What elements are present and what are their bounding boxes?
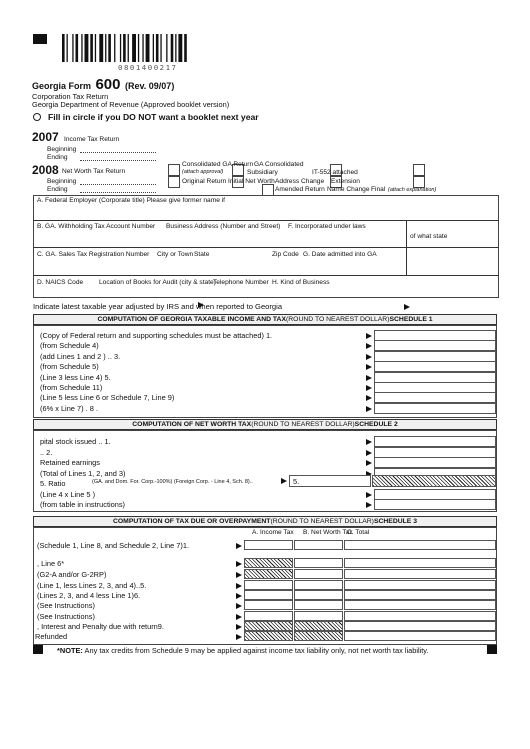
barcode-bar <box>178 34 182 62</box>
barcode-bar <box>156 34 159 62</box>
schedule1-line-label: (Line 5 less Line 6 or Schedule 7, Line 9) <box>40 393 175 402</box>
schedule1-line-label: (from Schedule 5) <box>40 362 99 371</box>
schedule2-arrow-icon <box>366 492 372 498</box>
schedule2-line-label: .. 2. <box>40 448 53 457</box>
schedule3-arrow-icon <box>236 603 242 609</box>
schedule1-arrow-icon <box>366 385 372 391</box>
date-admitted-label: G. Date admitted into GA <box>303 251 377 258</box>
registration-mark-top-left <box>33 34 47 44</box>
schedule1-arrow-icon <box>366 395 372 401</box>
barcode-bar <box>108 34 111 62</box>
schedule3-amount-field[interactable] <box>244 540 293 550</box>
amended-label: Amended Return <box>275 186 325 193</box>
year1: 2007 <box>32 130 59 144</box>
barcode-bar <box>138 34 139 62</box>
schedule3-line-label: Refunded <box>35 632 68 641</box>
consolidated-label: Consolidated GA Return <box>182 161 254 168</box>
extension-checkbox[interactable] <box>413 164 425 176</box>
schedule3-hatched-cell <box>244 621 293 631</box>
state-label: State <box>194 251 210 258</box>
incorporated-state-label: of what state <box>410 233 448 240</box>
col-a-header: A. Income Tax <box>252 529 294 536</box>
year1-ending-field[interactable] <box>80 160 156 161</box>
schedule3-line-label: (Line 1, less Lines 2, 3, and 4)..5. <box>37 581 147 590</box>
schedule1-line-label: (6% x Line 7) . 8 . <box>40 404 98 413</box>
original-checkbox[interactable] <box>168 176 180 188</box>
extension-label: Extension <box>331 178 360 185</box>
schedule3-amount-field[interactable] <box>344 600 496 610</box>
schedule1-arrow-icon <box>366 343 372 349</box>
schedule3-amount-field[interactable] <box>294 580 343 590</box>
schedule3-amount-field[interactable] <box>344 540 496 550</box>
schedule1-arrow-icon <box>366 333 372 339</box>
ga-withholding-label: B. GA. Withholding Tax Account Number <box>37 223 156 230</box>
schedule1-arrow-icon <box>366 354 372 360</box>
schedule3-arrow-icon <box>236 561 242 567</box>
barcode-bar <box>123 34 126 62</box>
barcode-bar <box>146 34 150 62</box>
schedule3-arrow-icon <box>236 614 242 620</box>
schedule1-arrow-icon <box>366 364 372 370</box>
schedule1-line-label: (from Schedule 4) <box>40 341 99 350</box>
schedule2-header: COMPUTATION OF NET WORTH TAX(ROUND TO NEAREST DOLLAR)SCHEDULE 2 <box>33 419 497 430</box>
schedule3-amount-field[interactable] <box>344 569 496 579</box>
year2: 2008 <box>32 163 59 177</box>
year1-beginning-field[interactable] <box>80 152 156 153</box>
form-revision: (Rev. 09/07) <box>124 81 175 91</box>
year1-beginning-label: Beginning <box>47 146 77 153</box>
initial-net-worth-label: Initial Net Worth <box>228 178 275 185</box>
sales-tax-label: C. GA. Sales Tax Registration Number <box>37 251 150 258</box>
schedule2-arrow-icon <box>366 450 372 456</box>
schedule1-arrow-icon <box>366 406 372 412</box>
schedule2-line-label: pital stock issued .. 1. <box>40 437 111 446</box>
barcode-bar <box>132 34 136 62</box>
schedule1-amount-field[interactable] <box>374 361 496 372</box>
schedule3-amount-field[interactable] <box>344 611 496 621</box>
schedule2-line-label: (from table in instructions) <box>40 500 126 509</box>
incorporated-label: F. Incorporated under laws <box>288 223 366 230</box>
schedule2-line-label: Retained earnings <box>40 458 100 467</box>
form-number: 600 <box>95 76 121 93</box>
schedule3-line-label: (Lines 2, 3, and 4 less Line 1)6. <box>37 591 141 600</box>
schedule3-amount-field[interactable] <box>244 600 293 610</box>
schedule3-line-label: (See Instructions) <box>37 612 95 621</box>
schedule1-line-label: (add Lines 1 and 2 ) .. 3. <box>40 352 121 361</box>
barcode-bar <box>153 34 154 62</box>
city-label: City or Town <box>157 251 194 258</box>
original-label: Original Return <box>182 178 227 185</box>
naics-label: D. NAICS Code <box>37 279 84 286</box>
header-line2: Georgia Department of Revenue (Approved booklet version) <box>32 100 230 109</box>
schedule3-amount-field[interactable] <box>294 590 343 600</box>
year2-ending-label: Ending <box>47 186 68 193</box>
header-line1: Corporation Tax Return <box>32 92 109 101</box>
ga-consolidated-label: GA Consolidated <box>254 161 304 168</box>
schedule3-arrow-icon <box>236 593 242 599</box>
schedule3-amount-field[interactable] <box>344 558 496 568</box>
schedule2-line-label: (Total of Lines 1, 2, and 3) <box>40 469 126 478</box>
barcode-bar <box>67 34 68 62</box>
schedule2-arrow-icon <box>366 460 372 466</box>
footer-note: *NOTE: Any tax credits from Schedule 9 may be applied against income tax liability only, not net worth tax liability. <box>57 646 429 655</box>
schedule3-arrow-icon <box>236 624 242 630</box>
booklet-notice: Fill in circle if you DO NOT want a booklet next year <box>48 112 259 122</box>
schedule2-line-label: 5. Ratio <box>40 479 66 488</box>
barcode-bar <box>128 34 129 62</box>
schedule3-line-label: (Schedule 1, Line 8, and Schedule 2, Line 7)1. <box>37 541 190 550</box>
schedule2-arrow-icon <box>366 439 372 445</box>
barcode-bar <box>114 34 115 62</box>
attach-approval-label: (attach approval) <box>182 169 224 175</box>
year1-ending-label: Ending <box>47 154 68 161</box>
year2-ending-field[interactable] <box>80 192 156 193</box>
schedule3-arrow-icon <box>236 583 242 589</box>
federal-employer-field[interactable] <box>34 206 498 219</box>
barcode-bar <box>72 34 73 62</box>
schedule3-amount-field[interactable] <box>244 590 293 600</box>
barcode-bar <box>171 34 174 62</box>
barcode-bar <box>85 34 89 62</box>
barcode-bar <box>105 34 106 62</box>
schedule1-line-label: (Line 3 less Line 4) 5. <box>40 373 111 382</box>
schedule3-amount-field[interactable] <box>244 580 293 590</box>
schedule3-arrow-icon <box>236 572 242 578</box>
final-label: Final <box>371 186 386 193</box>
name-change-label: Name Change <box>327 186 370 193</box>
barcode-bar <box>95 34 96 62</box>
registration-mark-bottom-left <box>33 644 43 654</box>
schedule3-amount-field[interactable] <box>344 580 496 590</box>
year1-label: Income Tax Return <box>64 136 120 143</box>
barcode-bar <box>160 34 161 62</box>
ratio-field[interactable]: 5. <box>289 475 371 487</box>
ratio-arrow-icon <box>281 478 287 484</box>
schedule3-amount-field[interactable] <box>344 631 496 641</box>
barcode-bar <box>184 34 187 62</box>
barcode-bar <box>76 34 79 62</box>
barcode-image <box>62 34 237 64</box>
books-location-label: Location of Books for Audit (city & state) <box>99 279 216 286</box>
year2-label: Net Worth Tax Return <box>62 168 126 175</box>
col-b-header: B. Net Worth Tax <box>303 529 353 536</box>
schedule3-amount-field[interactable] <box>294 600 343 610</box>
schedule3-header: COMPUTATION OF TAX DUE OR OVERPAYMENT(ROUND TO NEAREST DOLLAR)SCHEDULE 3 <box>33 516 497 527</box>
barcode-bar <box>142 34 143 62</box>
schedule2-line-label: (Line 4 x Line 5 ) <box>40 490 96 499</box>
schedule3-hatched-cell <box>294 631 343 641</box>
barcode-bar <box>99 34 103 62</box>
schedule2-arrow-icon <box>366 502 372 508</box>
business-address-label: Business Address (Number and Street) <box>166 223 281 230</box>
schedule3-amount-field[interactable] <box>294 540 343 550</box>
barcode-bar <box>90 34 93 62</box>
address-change-label: Address Change <box>275 178 325 185</box>
barcode-bar <box>62 34 65 62</box>
schedule3-line-label: (G2-A and/or G-2RP) <box>37 570 107 579</box>
consolidated-checkbox[interactable] <box>168 164 180 176</box>
schedule1-arrow-icon <box>366 375 372 381</box>
irs-arrow-right-icon <box>404 304 410 310</box>
barcode-bar <box>81 34 82 62</box>
schedule3-amount-field[interactable] <box>294 569 343 579</box>
barcode-bar <box>120 34 121 62</box>
attach-explanation-label: (attach explanation) <box>388 187 437 193</box>
barcode-number: 0801400217 <box>118 63 178 72</box>
schedule1-line-label: (Copy of Federal return and supporting schedules must be attached) 1. <box>40 331 273 340</box>
subsidiary-label: Subsidiary <box>247 169 278 176</box>
ratio-hatched-area <box>372 475 496 487</box>
schedule3-line-label: , Interest and Penalty due with return9. <box>37 622 164 631</box>
telephone-label: Telephone Number <box>213 279 269 286</box>
it552-label: IT-552 attached <box>312 169 358 176</box>
schedule1-amount-field[interactable] <box>374 392 496 403</box>
schedule3-hatched-cell <box>244 569 293 579</box>
barcode-bar <box>166 34 167 62</box>
irs-adjustment-text: Indicate latest taxable year adjusted by IRS and when reported to Georgia <box>33 302 283 311</box>
booklet-circle[interactable] <box>33 113 41 121</box>
schedule2-amount-field[interactable] <box>374 499 496 510</box>
schedule3-line-label: , Line 6* <box>37 559 65 568</box>
schedule1-header: COMPUTATION OF GEORGIA TAXABLE INCOME AND TAX(ROUND TO NEAREST DOLLAR)SCHEDULE 1 <box>33 314 497 325</box>
schedule3-arrow-icon <box>236 543 242 549</box>
barcode-bar <box>175 34 176 62</box>
col-c-header: C. Total <box>347 529 370 536</box>
schedule3-arrow-icon <box>236 634 242 640</box>
year2-beginning-field[interactable] <box>80 184 156 185</box>
zip-label: Zip Code <box>272 251 299 258</box>
schedule1-amount-field[interactable] <box>374 340 496 351</box>
schedule2-amount-field[interactable] <box>374 457 496 468</box>
schedule3-hatched-cell <box>244 631 293 641</box>
registration-mark-bottom-right <box>487 644 497 654</box>
year2-beginning-label: Beginning <box>47 178 77 185</box>
schedule3-amount-field[interactable] <box>244 611 293 621</box>
schedule1-amount-field[interactable] <box>374 403 496 414</box>
schedule3-hatched-cell <box>244 558 293 568</box>
federal-employer-label: A. Federal Employer (Corporate title) Please give former name if <box>37 197 225 204</box>
schedule2-amount-field[interactable] <box>374 436 496 447</box>
schedule3-hatched-cell <box>294 621 343 631</box>
irs-arrow-icon <box>198 302 204 308</box>
schedule1-line-label: (from Schedule 11) <box>40 383 103 392</box>
kind-of-business-label: H. Kind of Business <box>272 279 330 286</box>
form-name: Georgia Form <box>32 81 92 91</box>
schedule3-line-label: (See Instructions) <box>37 601 95 610</box>
schedule3-amount-field[interactable] <box>344 621 496 631</box>
schedule3-amount-field[interactable] <box>344 590 496 600</box>
schedule3-amount-field[interactable] <box>294 558 343 568</box>
ratio-note: (GA. and Dom. For. Corp.-100%) (Foreign Corp. - Line 4, Sch. 8).. <box>92 479 253 485</box>
schedule3-amount-field[interactable] <box>294 611 343 621</box>
